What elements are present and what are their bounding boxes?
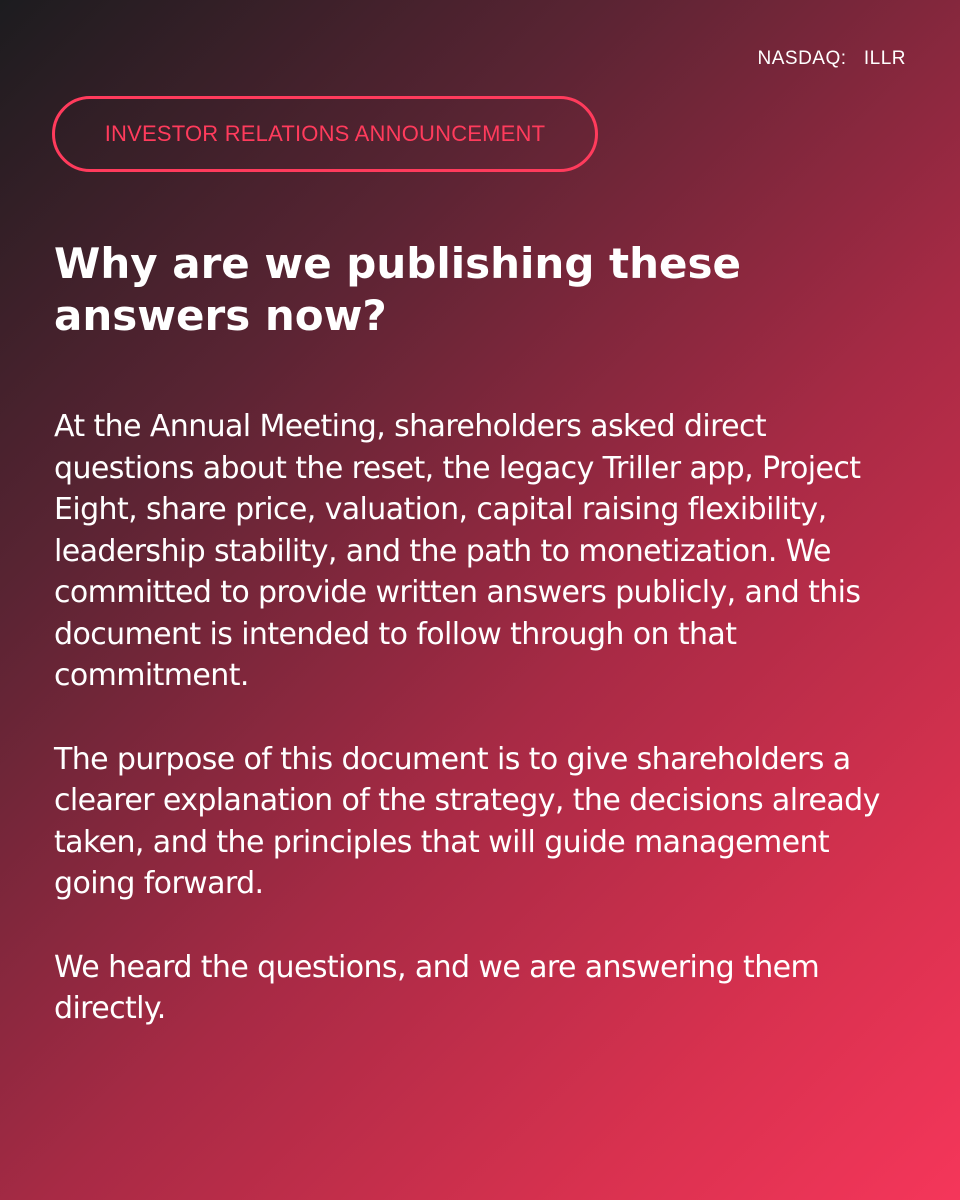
announcement-badge-label: INVESTOR RELATIONS ANNOUNCEMENT: [104, 121, 546, 146]
paragraph-3: We heard the questions, and we are answering them directly.: [54, 949, 820, 1026]
paragraph-2: The purpose of this document is to give shareholders a clearer explanation of the strategy, the decisions already taken, and the principles that will guide management going forward.: [54, 741, 880, 901]
announcement-badge: [52, 96, 598, 172]
page-title: Why are we publishing these answers now?: [54, 239, 741, 340]
paragraph-1: At the Annual Meeting, shareholders asked direct questions about the reset, the legacy Triller app, Project Eight, share price, valuation, capital raising flexibility, leadership stability, and the path to monetization. We committed to provide written answers publicly, and this document is intended to follow through on that commitment.: [54, 409, 861, 693]
body-text: [54, 406, 914, 1072]
stock-ticker: NASDAQ: ILLR: [757, 48, 906, 69]
